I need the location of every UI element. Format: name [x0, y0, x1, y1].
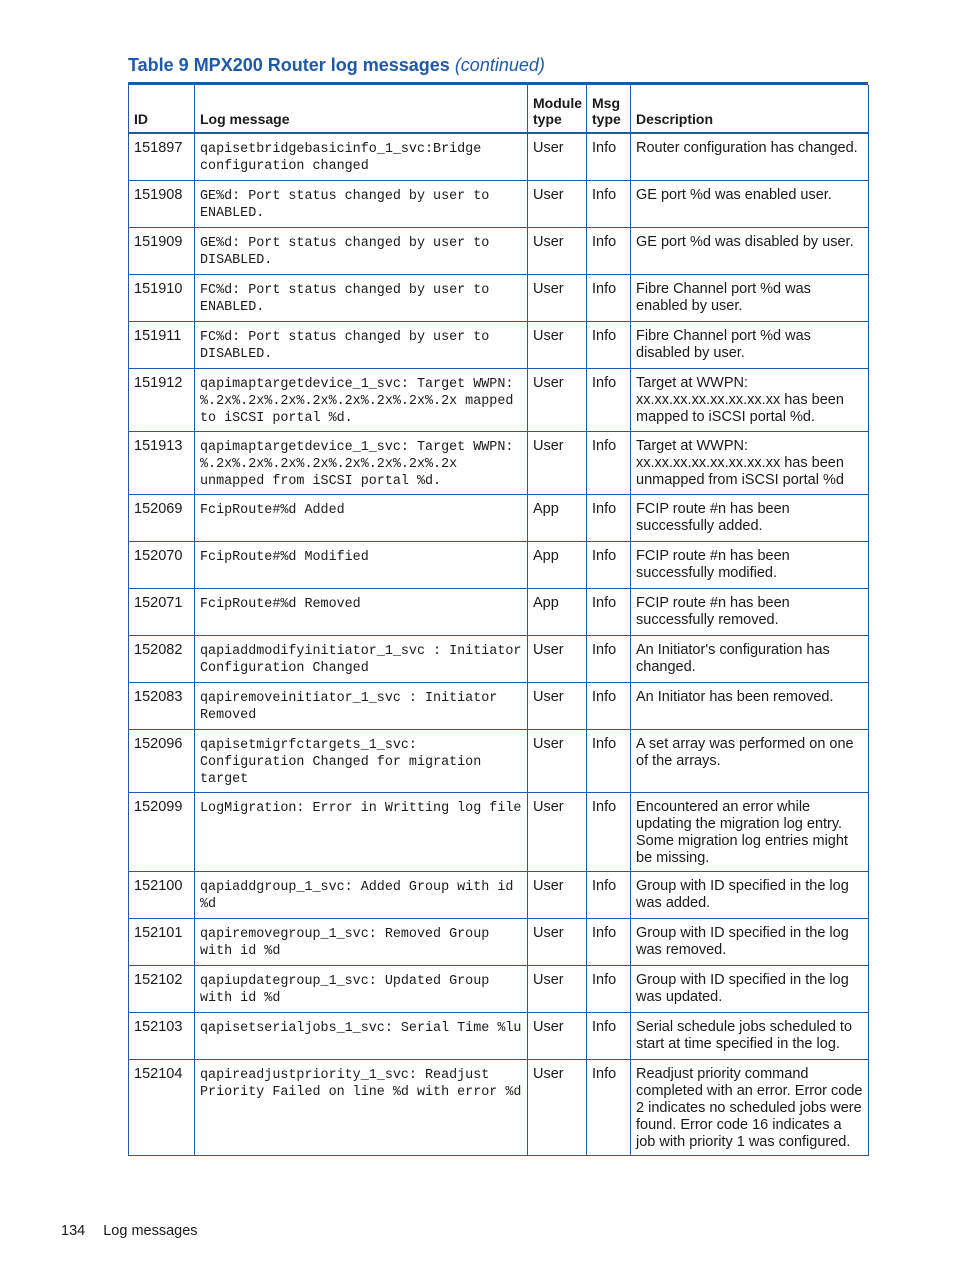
cell-msg-type: Info [587, 133, 631, 180]
cell-module-type: User [528, 227, 587, 274]
cell-description: Router configuration has changed. [631, 133, 869, 180]
log-messages-table [128, 85, 869, 1156]
cell-log-message: qapimaptargetdevice_1_svc: Target WWPN: %.2x%.2x%.2x%.2x%.2x%.2x%.2x%.2x mapped to iSCSI portal %d. [195, 368, 528, 431]
cell-msg-type: Info [587, 274, 631, 321]
cell-msg-type: Info [587, 431, 631, 494]
cell-id: 151911 [129, 321, 195, 368]
cell-msg-type: Info [587, 588, 631, 635]
cell-description: Group with ID specified in the log was added. [631, 871, 869, 918]
table-row [129, 133, 869, 180]
cell-id: 152102 [129, 965, 195, 1012]
cell-log-message: qapiremovegroup_1_svc: Removed Group with id %d [195, 918, 528, 965]
table-row [129, 635, 869, 682]
table-row [129, 494, 869, 541]
cell-id: 152071 [129, 588, 195, 635]
cell-id: 151908 [129, 180, 195, 227]
cell-msg-type: Info [587, 180, 631, 227]
header-module-type [528, 85, 587, 133]
cell-log-message: qapiaddmodifyinitiator_1_svc : Initiator Configuration Changed [195, 635, 528, 682]
cell-id: 152083 [129, 682, 195, 729]
log-messages-table-wrapper [128, 82, 868, 1156]
cell-description: Encountered an error while updating the migration log entry. Some migration log entries might be missing. [631, 792, 869, 871]
table-row [129, 792, 869, 871]
cell-msg-type: Info [587, 965, 631, 1012]
page-number: 134 [61, 1223, 86, 1239]
cell-log-message: qapisetbridgebasicinfo_1_svc:Bridge configuration changed [195, 133, 528, 180]
cell-description: GE port %d was disabled by user. [631, 227, 869, 274]
cell-id: 151912 [129, 368, 195, 431]
cell-log-message: qapisetserialjobs_1_svc: Serial Time %lu [195, 1012, 528, 1059]
cell-module-type: User [528, 792, 587, 871]
cell-log-message: GE%d: Port status changed by user to DISABLED. [195, 227, 528, 274]
cell-log-message: qapiaddgroup_1_svc: Added Group with id %d [195, 871, 528, 918]
cell-msg-type: Info [587, 871, 631, 918]
cell-description: Fibre Channel port %d was disabled by user. [631, 321, 869, 368]
cell-msg-type: Info [587, 682, 631, 729]
header-description: Description [631, 85, 869, 133]
header-log-message: Log message [195, 85, 528, 133]
cell-description: Target at WWPN: xx.xx.xx.xx.xx.xx.xx.xx has been unmapped from iSCSI portal %d [631, 431, 869, 494]
cell-log-message: FcipRoute#%d Modified [195, 541, 528, 588]
table-row [129, 965, 869, 1012]
cell-msg-type: Info [587, 368, 631, 431]
cell-log-message: qapisetmigrfctargets_1_svc: Configuration Changed for migration target [195, 729, 528, 792]
cell-module-type: User [528, 133, 587, 180]
cell-description: Serial schedule jobs scheduled to start at time specified in the log. [631, 1012, 869, 1059]
cell-module-type: User [528, 682, 587, 729]
cell-msg-type: Info [587, 1059, 631, 1155]
cell-log-message: FC%d: Port status changed by user to ENABLED. [195, 274, 528, 321]
cell-id: 152100 [129, 871, 195, 918]
table-row [129, 1059, 869, 1155]
cell-module-type: User [528, 368, 587, 431]
cell-module-type: User [528, 431, 587, 494]
cell-id: 152070 [129, 541, 195, 588]
table-row [129, 180, 869, 227]
cell-log-message: qapimaptargetdevice_1_svc: Target WWPN: %.2x%.2x%.2x%.2x%.2x%.2x%.2x%.2x unmapped from iSCSI portal %d. [195, 431, 528, 494]
header-msg-type-line2: type [592, 111, 621, 127]
cell-id: 152082 [129, 635, 195, 682]
cell-log-message: FcipRoute#%d Added [195, 494, 528, 541]
cell-id: 152096 [129, 729, 195, 792]
cell-msg-type: Info [587, 792, 631, 871]
cell-module-type: User [528, 180, 587, 227]
cell-description: FCIP route #n has been successfully added. [631, 494, 869, 541]
table-row [129, 541, 869, 588]
cell-id: 152103 [129, 1012, 195, 1059]
cell-description: Group with ID specified in the log was updated. [631, 965, 869, 1012]
cell-module-type: User [528, 729, 587, 792]
header-id: ID [129, 85, 195, 133]
page-footer [61, 1223, 198, 1239]
cell-log-message: qapiremoveinitiator_1_svc : Initiator Removed [195, 682, 528, 729]
cell-msg-type: Info [587, 729, 631, 792]
table-row [129, 274, 869, 321]
header-msg-type-line1: Msg [592, 95, 620, 111]
cell-log-message: qapiupdategroup_1_svc: Updated Group with id %d [195, 965, 528, 1012]
cell-log-message: GE%d: Port status changed by user to ENABLED. [195, 180, 528, 227]
cell-id: 151913 [129, 431, 195, 494]
cell-description: An Initiator has been removed. [631, 682, 869, 729]
cell-description: Target at WWPN: xx.xx.xx.xx.xx.xx.xx.xx has been mapped to iSCSI portal %d. [631, 368, 869, 431]
cell-msg-type: Info [587, 227, 631, 274]
cell-module-type: App [528, 588, 587, 635]
cell-msg-type: Info [587, 321, 631, 368]
cell-module-type: User [528, 1012, 587, 1059]
cell-module-type: App [528, 541, 587, 588]
table-row [129, 588, 869, 635]
table-row [129, 431, 869, 494]
cell-description: GE port %d was enabled user. [631, 180, 869, 227]
cell-description: FCIP route #n has been successfully removed. [631, 588, 869, 635]
table-caption [128, 55, 545, 76]
header-module-type-line2: type [533, 111, 562, 127]
cell-id: 152101 [129, 918, 195, 965]
cell-description: FCIP route #n has been successfully modified. [631, 541, 869, 588]
cell-description: An Initiator's configuration has changed. [631, 635, 869, 682]
cell-id: 152104 [129, 1059, 195, 1155]
cell-msg-type: Info [587, 494, 631, 541]
cell-log-message: LogMigration: Error in Writting log file [195, 792, 528, 871]
table-row [129, 871, 869, 918]
cell-description: A set array was performed on one of the arrays. [631, 729, 869, 792]
cell-module-type: User [528, 965, 587, 1012]
cell-msg-type: Info [587, 635, 631, 682]
cell-module-type: User [528, 274, 587, 321]
table-row [129, 368, 869, 431]
cell-module-type: User [528, 918, 587, 965]
header-msg-type [587, 85, 631, 133]
table-header-row [129, 85, 869, 133]
cell-description: Fibre Channel port %d was enabled by user. [631, 274, 869, 321]
table-row [129, 1012, 869, 1059]
cell-description: Readjust priority command completed with an error. Error code 2 indicates no scheduled jobs were found. Error code 16 indicates a job with priority 1 was configured. [631, 1059, 869, 1155]
table-row [129, 321, 869, 368]
table-caption-title: Table 9 MPX200 Router log messages [128, 55, 450, 75]
cell-log-message: FC%d: Port status changed by user to DISABLED. [195, 321, 528, 368]
cell-id: 151910 [129, 274, 195, 321]
cell-module-type: User [528, 321, 587, 368]
cell-id: 151897 [129, 133, 195, 180]
cell-module-type: User [528, 635, 587, 682]
table-row [129, 682, 869, 729]
table-row [129, 227, 869, 274]
table-row [129, 729, 869, 792]
cell-msg-type: Info [587, 541, 631, 588]
header-module-type-line1: Module [533, 95, 582, 111]
footer-section-title: Log messages [103, 1223, 198, 1239]
cell-description: Group with ID specified in the log was removed. [631, 918, 869, 965]
cell-module-type: User [528, 871, 587, 918]
cell-msg-type: Info [587, 1012, 631, 1059]
cell-log-message: qapireadjustpriority_1_svc: Readjust Priority Failed on line %d with error %d [195, 1059, 528, 1155]
cell-id: 152069 [129, 494, 195, 541]
cell-msg-type: Info [587, 918, 631, 965]
cell-id: 152099 [129, 792, 195, 871]
table-row [129, 918, 869, 965]
cell-id: 151909 [129, 227, 195, 274]
cell-module-type: User [528, 1059, 587, 1155]
cell-module-type: App [528, 494, 587, 541]
table-caption-continued: (continued) [454, 55, 545, 75]
cell-log-message: FcipRoute#%d Removed [195, 588, 528, 635]
